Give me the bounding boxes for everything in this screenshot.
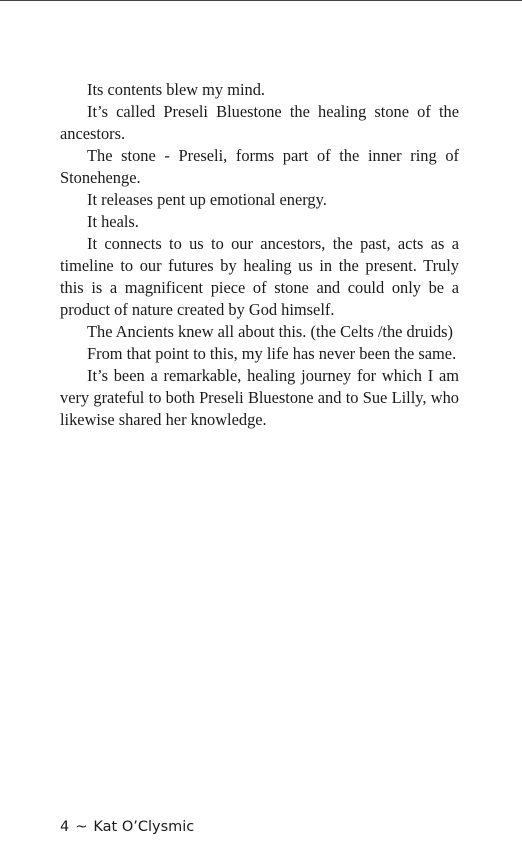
page-footer: [60, 817, 194, 837]
author-name: Kat O’Clysmic: [93, 819, 195, 835]
paragraph: It’s called Preseli Bluestone the healing stone of the ancestors.: [60, 102, 459, 143]
paragraph: The stone - Preseli, forms part of the inner ring of Stonehenge.: [60, 146, 459, 187]
paragraph: It’s been a remarkable, healing journey for which I am very grateful to both Preseli Bluestone and to Sue Lilly, who likewise shared her knowledge.: [60, 366, 459, 429]
page-body-text: [60, 79, 459, 431]
paragraph: It heals.: [87, 212, 139, 231]
paragraph: The Ancients knew all about this. (the Celts /the druids): [87, 322, 453, 341]
paragraph: Its contents blew my mind.: [87, 80, 266, 99]
footer-separator: ~: [75, 819, 88, 835]
paragraph: It releases pent up emotional energy.: [87, 190, 327, 209]
top-border-line: [0, 0, 522, 1]
page-number: 4: [60, 819, 70, 835]
paragraph: It connects to us to our ancestors, the past, acts as a timeline to our futures by healing us in the present. Truly this is a magnificent piece of stone and could only be a product of nature created by God himself.: [60, 234, 459, 319]
paragraph: From that point to this, my life has never been the same.: [87, 344, 457, 363]
